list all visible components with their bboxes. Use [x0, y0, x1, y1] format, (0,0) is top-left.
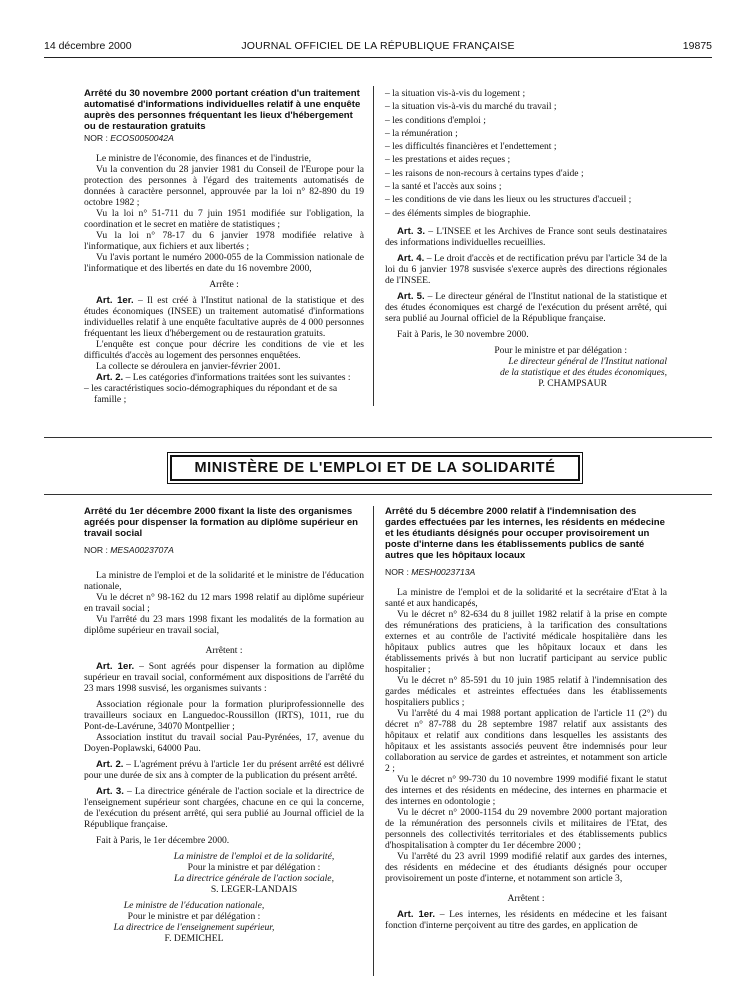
journal-title: JOURNAL OFFICIEL DE LA RÉPUBLIQUE FRANÇAISE	[241, 40, 515, 52]
decree-training-column	[84, 506, 364, 944]
paragraph: Vu le décret n° 98-162 du 12 mars 1998 relatif au diplôme supérieur en travail social ;	[84, 592, 364, 614]
category-list	[385, 88, 667, 219]
paragraph: Vu la convention du 28 janvier 1981 du Conseil de l'Europe pour la protection des personnes à l'égard des traitements automatisés de données à caractère personnel, approuvée par la loi n° 82-890 du 19 octobre 1982 ;	[84, 164, 364, 208]
list-item: – les conditions de vie dans les lieux ou les structures d'accueil ;	[385, 194, 667, 205]
ministry-heading: MINISTÈRE DE L'EMPLOI ET DE LA SOLIDARITÉ	[170, 455, 580, 481]
signatory-name: S. LEGER-LANDAIS	[210, 884, 298, 895]
article-4: Art. 4. – Le droit d'accès et de rectification prévu par l'article 34 de la loi du 6 janvier 1978 susvisée s'exerce auprès des directions régionales de l'INSEE.	[385, 252, 667, 286]
article-3: Art. 3. – L'INSEE et les Archives de France sont seuls destinataires des informations individuelles recueillies.	[385, 225, 667, 248]
paragraph: Vu le décret n° 2000-1154 du 29 novembre 2000 portant majoration de la rémunération des personnels civils et militaires de l'Etat, des personnels des collectivités territoriales et des établissements publics d'hospitalisation à compter du 1er décembre 2000 ;	[385, 807, 667, 851]
signature-line: La directrice générale de l'action sociale,	[174, 873, 334, 884]
section-rule	[44, 494, 712, 495]
signature-line: La directrice de l'enseignement supérieur,	[113, 922, 275, 933]
page-number: 19875	[682, 40, 712, 52]
article-5: Art. 5. – Le directeur général de l'Institut national de la statistique et des études économiques est chargé de l'exécution du présent arrêté, qui sera publié au Journal officiel de la République française.	[385, 290, 667, 324]
decree-title: Arrêté du 1er décembre 2000 fixant la liste des organismes agréés pour dispenser la formation au diplôme supérieur en travail social	[84, 506, 359, 539]
signature-line: de la statistique et des études économiques,	[499, 366, 667, 378]
signature-line: Le directeur général de l'Institut national	[508, 355, 667, 367]
list-item: – la rémunération ;	[385, 128, 667, 139]
page-header	[44, 40, 712, 56]
decree-insee-column-left	[84, 88, 364, 407]
list-item: – les prestations et aides reçues ;	[385, 154, 667, 165]
paragraph: Vu l'arrêté du 23 mars 1998 fixant les modalités de la formation au diplôme supérieur en travail social,	[84, 614, 364, 636]
paragraph: Vu l'avis portant le numéro 2000-055 de la Commission nationale de l'informatique et des libertés en date du 16 novembre 2000,	[84, 252, 364, 274]
nor-reference: NOR : ECOS0050042A	[84, 133, 174, 143]
list-item: – les raisons de non-recours à certains types d'aide ;	[385, 168, 667, 179]
paragraph: Association régionale pour la formation pluriprofessionnelle des travailleurs sociaux en Languedoc-Roussillon (IRTS), 1011, rue du Pont-de-Lavérune, 34070 Montpellier ;	[84, 699, 364, 732]
nor-reference: NOR : MESH0023713A	[385, 567, 476, 577]
paragraph: Vu la loi n° 78-17 du 6 janvier 1978 modifiée relative à l'informatique, aux fichiers et aux libertés ;	[84, 230, 364, 252]
list-item: – la situation vis-à-vis du logement ;	[385, 88, 667, 99]
arretent-heading: Arrêtent :	[205, 645, 243, 656]
list-item: – les difficultés financières et l'endettement ;	[385, 141, 667, 152]
article-1: Art. 1er. – Les internes, les résidents en médecine et les faisant fonction d'interne perçoivent au titre des gardes, en application de	[385, 909, 667, 931]
nor-reference: NOR : MESA0023707A	[84, 545, 174, 555]
signature-line: Pour le ministre et par délégation :	[494, 344, 627, 356]
list-item: – des éléments simples de biographie.	[385, 208, 667, 219]
arrete-heading: Arrête :	[209, 279, 239, 290]
column-rule	[373, 506, 374, 976]
list-item: – les caractéristiques socio-démographiques du répondant et de sa famille ;	[84, 383, 364, 405]
article-2: Art. 2. – Les catégories d'informations traitées sont les suivantes :	[96, 372, 351, 383]
paragraph: Vu l'arrêté du 4 mai 1988 portant application de l'article 11 (2°) du décret n° 87-788 du 28 septembre 1987 relatif aux assistants des hôpitaux et relatif aux conditions dans lesquelles les assistants des hôpitaux et les assistants associés peuvent être indemnisés pour leur collaboration au service de gardes et astreintes, et notamment son article 2 ;	[385, 708, 667, 774]
paragraph: Le ministre de l'économie, des finances et de l'industrie,	[96, 153, 311, 164]
decree-title: Arrêté du 30 novembre 2000 portant création d'un traitement automatisé d'informations individuelles relatif à une enquête auprès des personnes fréquentant les lieux d'hébergement ou de restauration gratuits	[84, 88, 361, 132]
paragraph: Vu le décret n° 85-591 du 10 juin 1985 relatif à l'indemnisation des gardes médicales et astreintes effectuées dans les établissements hospitaliers publics ;	[385, 675, 667, 708]
arretent-heading: Arrêtent :	[507, 893, 545, 904]
article-2: Art. 2. – L'agrément prévu à l'article 1er du présent arrêté est délivré pour une durée de six ans à compter de la publication du présent arrêté.	[84, 759, 364, 781]
decree-gardes-column	[385, 506, 667, 931]
category-list	[84, 383, 364, 405]
paragraph: La ministre de l'emploi et de la solidarité et le ministre de l'éducation nationale,	[84, 570, 364, 592]
article-3: Art. 3. – La directrice générale de l'action sociale et la directrice de l'enseignement supérieur sont chargées, chacune en ce qui la concerne, de l'exécution du présent arrêté, qui sera publié au Journal officiel de la République française.	[84, 786, 364, 830]
paragraph: Vu la loi n° 51-711 du 7 juin 1951 modifiée sur l'obligation, la coordination et le secret en matière de statistiques ;	[84, 208, 364, 230]
signature-line: Le ministre de l'éducation nationale,	[123, 900, 265, 911]
signatory-name: F. DEMICHEL	[164, 933, 224, 944]
signatory-name: P. CHAMPSAUR	[538, 377, 607, 389]
paragraph: La ministre de l'emploi et de la solidarité et la secrétaire d'Etat à la santé et aux handicapés,	[385, 587, 667, 609]
column-rule	[373, 86, 374, 406]
list-item: – les conditions d'emploi ;	[385, 115, 667, 126]
paragraph: L'enquête est conçue pour décrire les conditions de vie et les difficultés d'accès au logement des personnes enquêtées.	[84, 339, 364, 361]
list-item: – la situation vis-à-vis du marché du travail ;	[385, 101, 667, 112]
signature-line: La ministre de l'emploi et de la solidarité,	[173, 851, 335, 862]
signing-date: Fait à Paris, le 1er décembre 2000.	[96, 835, 230, 846]
signing-date: Fait à Paris, le 30 novembre 2000.	[397, 328, 529, 340]
signature-line: Pour la ministre et par délégation :	[187, 862, 321, 873]
header-rule	[44, 57, 712, 58]
article-1: Art. 1er. – Sont agréés pour dispenser la formation au diplôme supérieur en travail social, conformément aux dispositions de l'arrêté du 23 mars 1998 susvisé, les organismes suivants :	[84, 661, 364, 694]
paragraph: La collecte se déroulera en janvier-février 2001.	[96, 361, 281, 372]
list-item: – la santé et l'accès aux soins ;	[385, 181, 667, 192]
decree-title: Arrêté du 5 décembre 2000 relatif à l'indemnisation des gardes effectuées par les internes, les résidents en médecine et les étudiants désignés pour occuper provisoirement un poste d'interne dans les établissements publics de santé autres que les hôpitaux locaux	[385, 506, 665, 561]
article-1: Art. 1er. – Il est créé à l'Institut national de la statistique et des études économiques (INSEE) un traitement automatisé d'informations individuelles relatif à une enquête facultative auprès de 4 000 personnes fréquentant les lieux d'hébergement ou de restauration gratuits.	[84, 295, 364, 339]
section-rule	[44, 437, 712, 438]
paragraph: Association institut du travail social Pau-Pyrénées, 17, avenue du Doyen-Poplawski, 64000 Pau.	[84, 732, 364, 754]
decree-insee-column-right	[385, 88, 667, 389]
issue-date: 14 décembre 2000	[44, 40, 132, 52]
paragraph: Vu l'arrêté du 23 avril 1999 modifié relatif aux gardes des internes, des résidents en médecine et des étudiants désignés pour occuper provisoirement un poste d'interne, et notamment son article 3,	[385, 851, 667, 884]
paragraph: Vu le décret n° 82-634 du 8 juillet 1982 relatif à la prise en compte des rémunérations des praticiens, à la tarification des consultations externes et au contrôle de l'activité médicale hospitalière dans les hôpitaux publics autres que les hôpitaux locaux et dans les établissements privés à but non lucratif participant au service public hospitalier ;	[385, 609, 667, 675]
paragraph: Vu le décret n° 99-730 du 10 novembre 1999 modifié fixant le statut des internes et des résidents en médecine, des internes en pharmacie et des internes en odontologie ;	[385, 774, 667, 807]
signature-line: Pour le ministre et par délégation :	[127, 911, 261, 922]
